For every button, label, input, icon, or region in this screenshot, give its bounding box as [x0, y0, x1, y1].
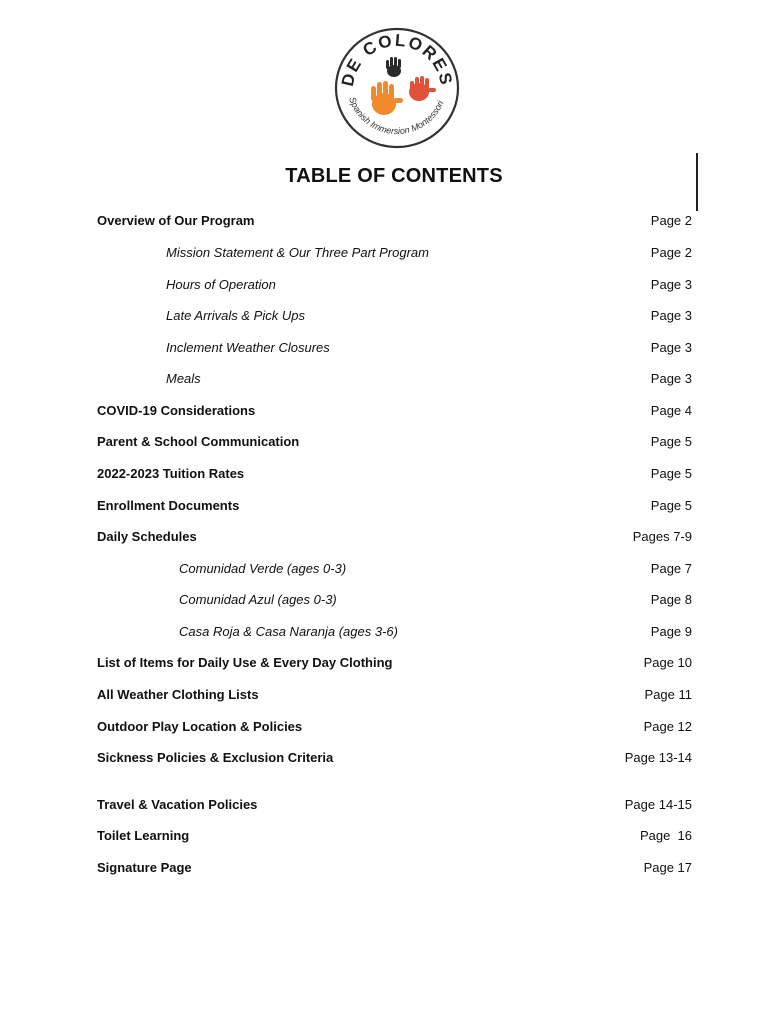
toc-subentry	[0, 624, 770, 644]
toc-label: Parent & School Communication	[97, 434, 300, 449]
toc-label: Enrollment Documents	[97, 498, 240, 513]
toc-label: Daily Schedules	[97, 529, 197, 544]
toc-label: Travel & Vacation Policies	[97, 797, 258, 812]
toc-page: Page 13-14	[624, 750, 692, 765]
toc-page: Page 5	[650, 434, 692, 449]
toc-label: Late Arrivals & Pick Ups	[166, 308, 305, 323]
toc-label: Sickness Policies & Exclusion Criteria	[97, 750, 334, 765]
de-colores-logo	[333, 26, 461, 150]
toc-entry	[0, 860, 770, 880]
toc-label: Casa Roja & Casa Naranja (ages 3-6)	[179, 624, 398, 639]
toc-label: Overview of Our Program	[97, 213, 255, 228]
toc-page: Page 10	[643, 655, 692, 670]
page-title: TABLE OF CONTENTS	[285, 165, 503, 187]
toc-entry	[0, 655, 770, 675]
toc-page: Page 9	[650, 624, 692, 639]
toc-entry	[0, 828, 770, 848]
toc-page: Page 2	[650, 213, 692, 228]
toc-label: Mission Statement & Our Three Part Program	[166, 245, 429, 260]
toc-subentry	[0, 561, 770, 581]
toc-entry	[0, 213, 770, 233]
toc-page: Page 12	[643, 719, 692, 734]
toc-label: Meals	[166, 371, 201, 386]
toc-label: Toilet Learning	[97, 828, 190, 843]
toc-page: Page 11	[644, 687, 692, 702]
toc-subentry	[0, 592, 770, 612]
toc-page: Pages 7-9	[632, 529, 692, 544]
toc-page: Page 3	[650, 371, 692, 386]
toc-label: List of Items for Daily Use & Every Day Clothing	[97, 655, 393, 670]
toc-entry	[0, 797, 770, 817]
toc-subentry	[0, 371, 770, 391]
toc-label: COVID-19 Considerations	[97, 403, 256, 418]
toc-label: Signature Page	[97, 860, 192, 875]
toc-label: 2022-2023 Tuition Rates	[97, 466, 245, 481]
toc-label: Inclement Weather Closures	[166, 340, 330, 355]
toc-page: Page 3	[650, 340, 692, 355]
toc-page: Page 5	[650, 466, 692, 481]
toc-entry	[0, 498, 770, 518]
toc-page: Page 14-15	[624, 797, 692, 812]
toc-entry	[0, 434, 770, 454]
svg-text:Spanish Immersion Montessori: Spanish Immersion Montessori	[347, 95, 446, 137]
toc-label: Hours of Operation	[166, 277, 276, 292]
toc-page: Page 4	[650, 403, 692, 418]
toc-entry	[0, 403, 770, 423]
toc-entry	[0, 750, 770, 770]
toc-page: Page 2	[650, 245, 692, 260]
toc-entry	[0, 466, 770, 486]
toc-page: Page 3	[650, 308, 692, 323]
svg-text:DE COLORES: DE COLORES	[337, 30, 457, 89]
toc-page: Page 8	[650, 592, 692, 607]
toc-label: Outdoor Play Location & Policies	[97, 719, 303, 734]
toc-page: Page 16	[639, 828, 692, 843]
toc-label: Comunidad Azul (ages 0-3)	[179, 592, 337, 607]
toc-subentry	[0, 340, 770, 360]
toc-subentry	[0, 277, 770, 297]
toc-entry	[0, 719, 770, 739]
toc-subentry	[0, 308, 770, 328]
toc-page: Page 17	[643, 860, 692, 875]
toc-entry	[0, 529, 770, 549]
toc-page: Page 7	[650, 561, 692, 576]
toc-page: Page 3	[650, 277, 692, 292]
toc-label: Comunidad Verde (ages 0-3)	[179, 561, 347, 576]
toc-subentry	[0, 245, 770, 265]
toc-label: All Weather Clothing Lists	[97, 687, 259, 702]
toc-entry	[0, 687, 770, 707]
toc-page: Page 5	[650, 498, 692, 513]
